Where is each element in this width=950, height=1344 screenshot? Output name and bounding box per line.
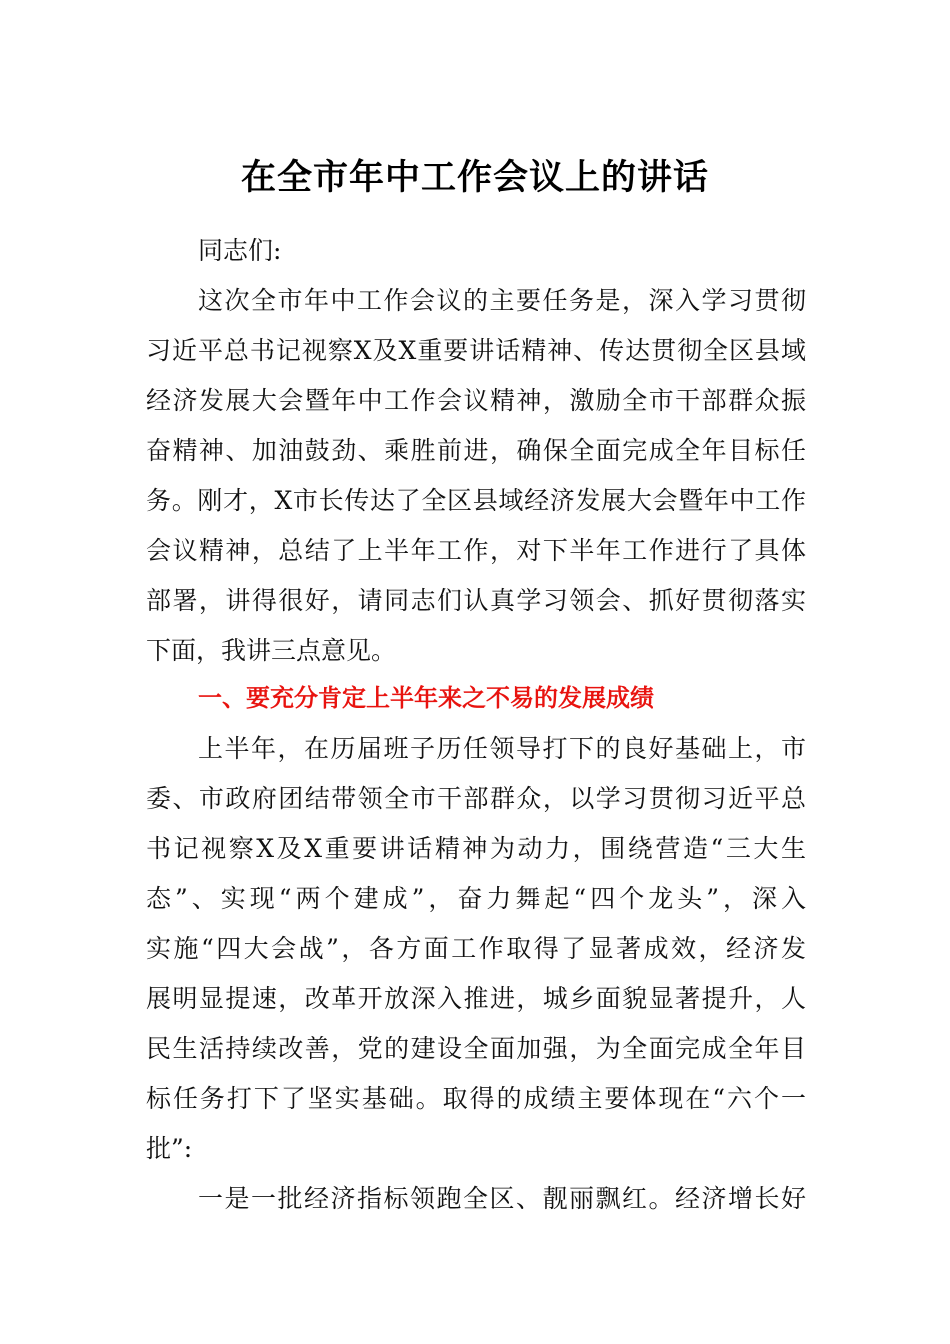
section1-line-9: 批”: xyxy=(146,1134,193,1163)
section-heading-1: 一、要充分肯定上半年来之不易的发展成绩 xyxy=(198,684,654,712)
section1-line-7: 民生活持续改善，党的建设全面加强，为全面完成全年目 xyxy=(146,1034,806,1063)
intro-line-7: 部署，讲得很好，请同志们认真学习领会、抓好贯彻落实 xyxy=(146,586,806,615)
intro-line-6: 会议精神，总结了上半年工作，对下半年工作进行了具体 xyxy=(146,536,806,565)
intro-line-3: 经济发展大会暨年中工作会议精神，激励全市干部群众振 xyxy=(146,386,806,415)
section1-line-5: 实施“四大会战”，各方面工作取得了显著成效，经济发 xyxy=(146,934,806,963)
section1-line-2: 委、市政府团结带领全市干部群众，以学习贯彻习近平总 xyxy=(146,784,806,813)
section1-line-3: 书记视察X及X重要讲话精神为动力，围绕营造“三大生 xyxy=(146,834,806,863)
salutation: 同志们: xyxy=(198,236,282,265)
section1-line-8: 标任务打下了坚实基础。取得的成绩主要体现在“六个一 xyxy=(146,1084,806,1113)
section1-line-1: 上半年，在历届班子历任领导打下的良好基础上，市 xyxy=(198,734,806,763)
intro-line-8: 下面，我讲三点意见。 xyxy=(146,636,397,665)
intro-line-2: 习近平总书记视察X及X重要讲话精神、传达贯彻全区县域 xyxy=(146,336,806,365)
section1-line-6: 展明显提速，改革开放深入推进，城乡面貌显著提升，人 xyxy=(146,984,806,1013)
intro-line-4: 奋精神、加油鼓劲、乘胜前进，确保全面完成全年目标任 xyxy=(146,436,806,465)
point1-line-1: 一是一批经济指标领跑全区、靓丽飘红。经济增长好 xyxy=(198,1184,806,1213)
intro-line-5: 务。刚才，X市长传达了全区县域经济发展大会暨年中工作 xyxy=(146,486,806,515)
document-title: 在全市年中工作会议上的讲话 xyxy=(240,157,709,198)
intro-line-1: 这次全市年中工作会议的主要任务是，深入学习贯彻 xyxy=(198,286,806,315)
section1-line-4: 态”、实现“两个建成”，奋力舞起“四个龙头”，深入 xyxy=(146,884,806,913)
